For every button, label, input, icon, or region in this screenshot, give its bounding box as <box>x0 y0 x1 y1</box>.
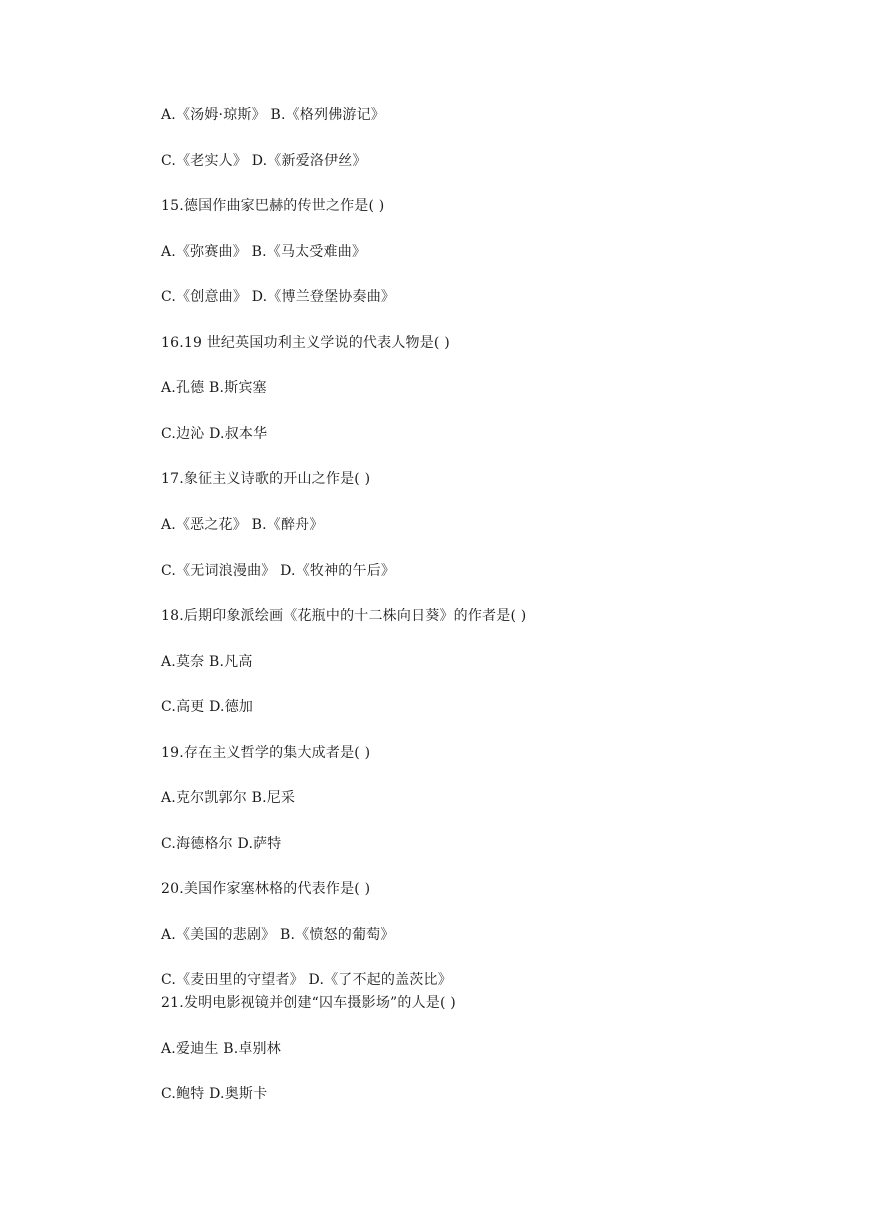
question-19: 19.存在主义哲学的集大成者是( ) <box>161 745 371 761</box>
question-17: 17.象征主义诗歌的开山之作是( ) <box>161 471 371 487</box>
answer-options-16-cd: C.边沁 D.叔本华 <box>161 426 268 442</box>
question-15: 15.德国作曲家巴赫的传世之作是( ) <box>161 198 385 214</box>
answer-options-19-cd: C.海德格尔 D.萨特 <box>161 836 282 852</box>
answer-options-21-cd: C.鲍特 D.奥斯卡 <box>161 1086 268 1102</box>
answer-options-19-ab: A.克尔凯郭尔 B.尼采 <box>161 790 296 806</box>
question-16: 16.19 世纪英国功利主义学说的代表人物是( ) <box>161 335 450 351</box>
answer-options-14-ab: A.《汤姆·琼斯》 B.《格列佛游记》 <box>161 107 385 123</box>
answer-options-15-ab: A.《弥赛曲》 B.《马太受难曲》 <box>161 244 367 260</box>
answer-options-21-ab: A.爱迪生 B.卓别林 <box>161 1041 281 1057</box>
answer-options-18-cd: C.高更 D.德加 <box>161 699 254 715</box>
answer-options-17-cd: C.《无词浪漫曲》 D.《牧神的午后》 <box>161 563 396 579</box>
answer-options-20-ab: A.《美国的悲剧》 B.《愤怒的葡萄》 <box>161 927 395 943</box>
answer-options-20-cd: C.《麦田里的守望者》 D.《了不起的盖茨比》 <box>161 972 452 988</box>
question-20: 20.美国作家塞林格的代表作是( ) <box>161 881 371 897</box>
answer-options-14-cd: C.《老实人》 D.《新爱洛伊丝》 <box>161 153 367 169</box>
answer-options-17-ab: A.《恶之花》 B.《醉舟》 <box>161 517 324 533</box>
question-18: 18.后期印象派绘画《花瓶中的十二株向日葵》的作者是( ) <box>161 608 527 624</box>
answer-options-15-cd: C.《创意曲》 D.《博兰登堡协奏曲》 <box>161 289 396 305</box>
answer-options-16-ab: A.孔德 B.斯宾塞 <box>161 380 267 396</box>
question-21: 21.发明电影视镜并创建“囚车摄影场”的人是( ) <box>161 995 456 1011</box>
answer-options-18-ab: A.莫奈 B.凡高 <box>161 654 253 670</box>
